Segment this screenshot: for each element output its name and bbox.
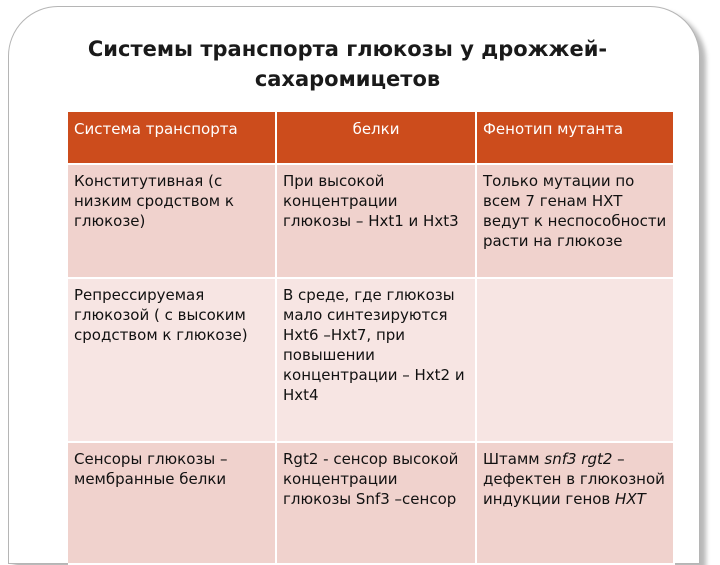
table-cell: Rgt2 - сенсор высокой концентрации глюкозы Snf3 –сенсор <box>276 442 476 564</box>
table-row <box>68 164 674 278</box>
table-cell <box>476 278 674 442</box>
table-header-row <box>68 112 674 164</box>
table-row <box>68 278 674 442</box>
table-cell: В среде, где глюкозы мало синтезируются Hxt6 –Hxt7, при повышении концентрации – Hxt2 и Hxt4 <box>276 278 476 442</box>
header-system: Система транспорта <box>68 112 276 164</box>
header-proteins: белки <box>276 112 476 164</box>
table-cell: При высокой концентрации глюкозы – Hxt1 и Hxt3 <box>276 164 476 278</box>
cell-text: Штамм <box>483 450 545 468</box>
table-cell: Репрессируемая глюкозой ( с высоким сродством к глюкозе) <box>68 278 276 442</box>
slide-title: Системы транспорта глюкозы у дрожжей-сахаромицетов <box>87 37 608 91</box>
table-cell: Сенсоры глюкозы – мембранные белки <box>68 442 276 564</box>
transport-table <box>68 112 675 565</box>
table-row <box>68 442 674 564</box>
table-cell-mixed <box>476 442 674 564</box>
cell-italic-text: HXT <box>615 490 646 508</box>
table-cell: Конститутивная (с низким сродством к глюкозе) <box>68 164 276 278</box>
cell-text: – дефектен в глюкозной индукции генов <box>483 450 665 508</box>
header-phenotype: Фенотип мутанта <box>476 112 674 164</box>
cell-italic-text: snf3 rgt2 <box>544 450 613 468</box>
table-cell: Только мутации по всем 7 генам HXT ведут к неспособности расти на глюкозе <box>476 164 674 278</box>
